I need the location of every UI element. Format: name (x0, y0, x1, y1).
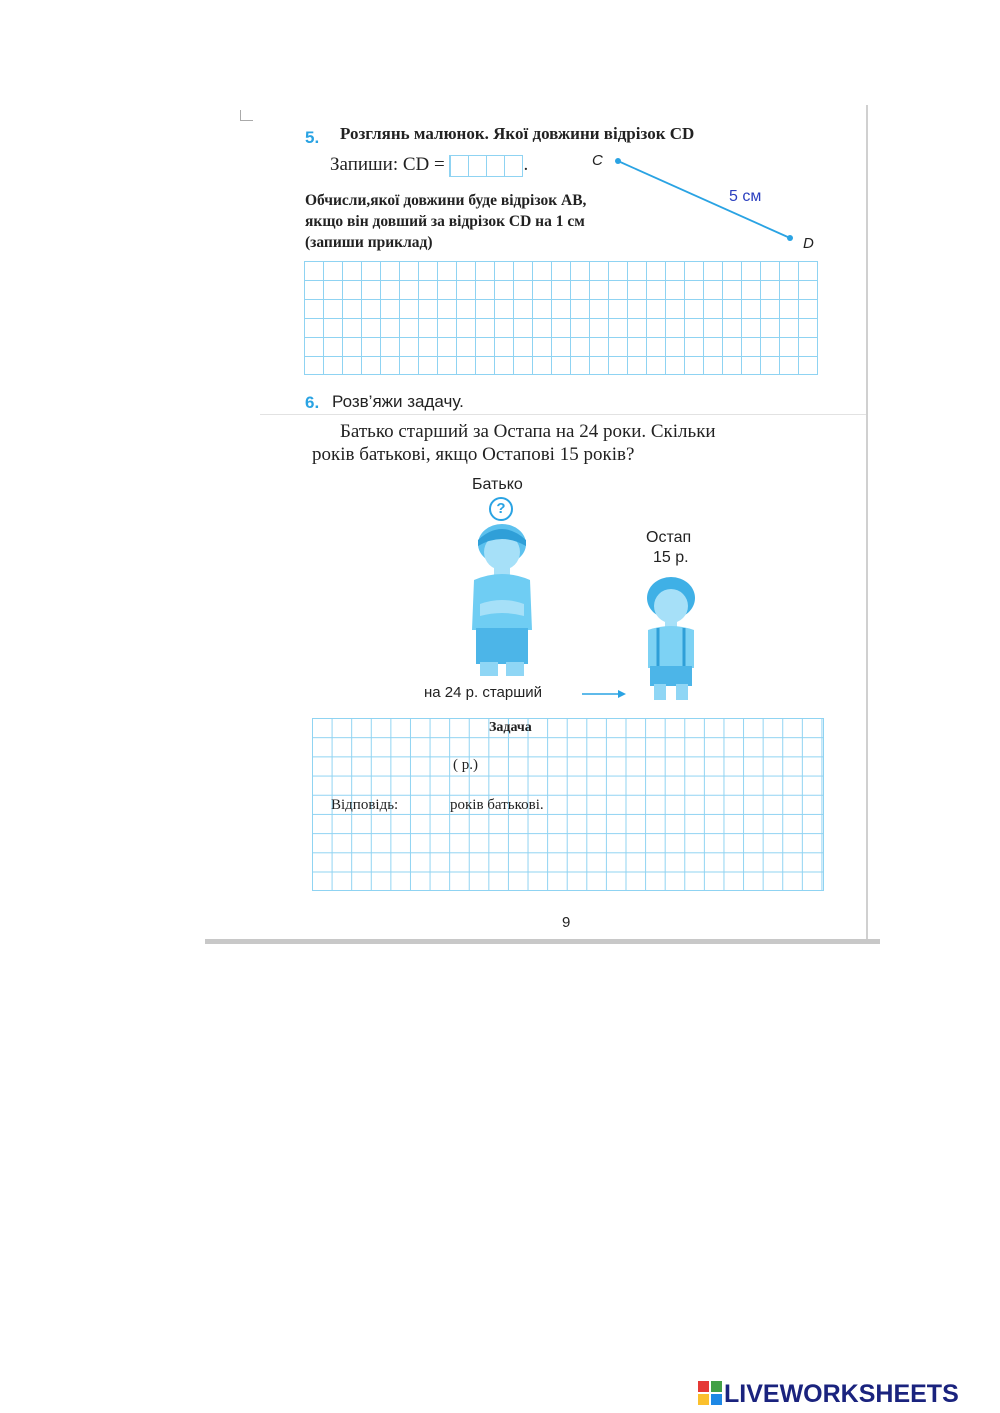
logo-blocks-icon (698, 1381, 722, 1405)
task5-write-label: Запиши: CD = (330, 154, 445, 175)
point-c-dot (615, 158, 621, 164)
task6-title: Розв’яжи задачу. (332, 392, 464, 411)
task5-instruction-line1: Обчисли,якої довжини буде відрізок АВ, (305, 192, 587, 209)
point-c-label: C (592, 152, 603, 169)
section-divider (260, 414, 866, 415)
segment-cd-line (618, 161, 790, 238)
page-number: 9 (562, 914, 571, 931)
difference-arrow-icon (580, 688, 628, 700)
task5-write-row (330, 154, 528, 177)
logo-text: LIVEWORKSHEETS (724, 1380, 959, 1408)
task5-write-suffix: . (523, 154, 529, 175)
son-illustration (636, 576, 706, 704)
page-corner-mark (240, 110, 253, 121)
son-age-label: 15 р. (653, 549, 689, 566)
task5-title: Розглянь малюнок. Якої довжини відрізок CD (340, 124, 695, 143)
page-edge-bottom (205, 939, 880, 944)
cd-answer-box[interactable] (449, 155, 523, 177)
liveworksheets-logo[interactable] (698, 1380, 988, 1410)
segment-cd-figure (580, 150, 840, 260)
father-illustration (462, 522, 542, 680)
unit-placeholder: ( р.) (453, 757, 478, 773)
task6-problem (312, 420, 832, 466)
task5-work-grid[interactable] (304, 261, 818, 375)
point-d-dot (787, 235, 793, 241)
task5-instruction (305, 190, 586, 253)
point-d-label: D (803, 235, 814, 252)
answer-suffix: років батькові. (450, 797, 544, 813)
difference-label: на 24 р. старший (424, 684, 543, 701)
father-label: Батько (472, 476, 523, 493)
task6-problem-line2: років батькові, якщо Остапові 15 років? (312, 444, 635, 465)
grid-task-title: Задача (489, 720, 532, 735)
task6-number: 6. (305, 393, 320, 412)
page-edge-right (866, 105, 868, 943)
task5-instruction-line2: якщо він довший за відрізок CD на 1 см (305, 213, 585, 230)
task5-number: 5. (305, 128, 320, 147)
task6-problem-line1: Батько старший за Остапа на 24 роки. Скільки (340, 421, 716, 442)
task5-instruction-line3: (запиши приклад) (305, 234, 433, 251)
segment-length-label: 5 см (729, 188, 762, 205)
father-question-badge: ? (489, 497, 513, 521)
answer-label: Відповідь: (331, 797, 399, 813)
son-name-label: Остап (646, 529, 692, 546)
